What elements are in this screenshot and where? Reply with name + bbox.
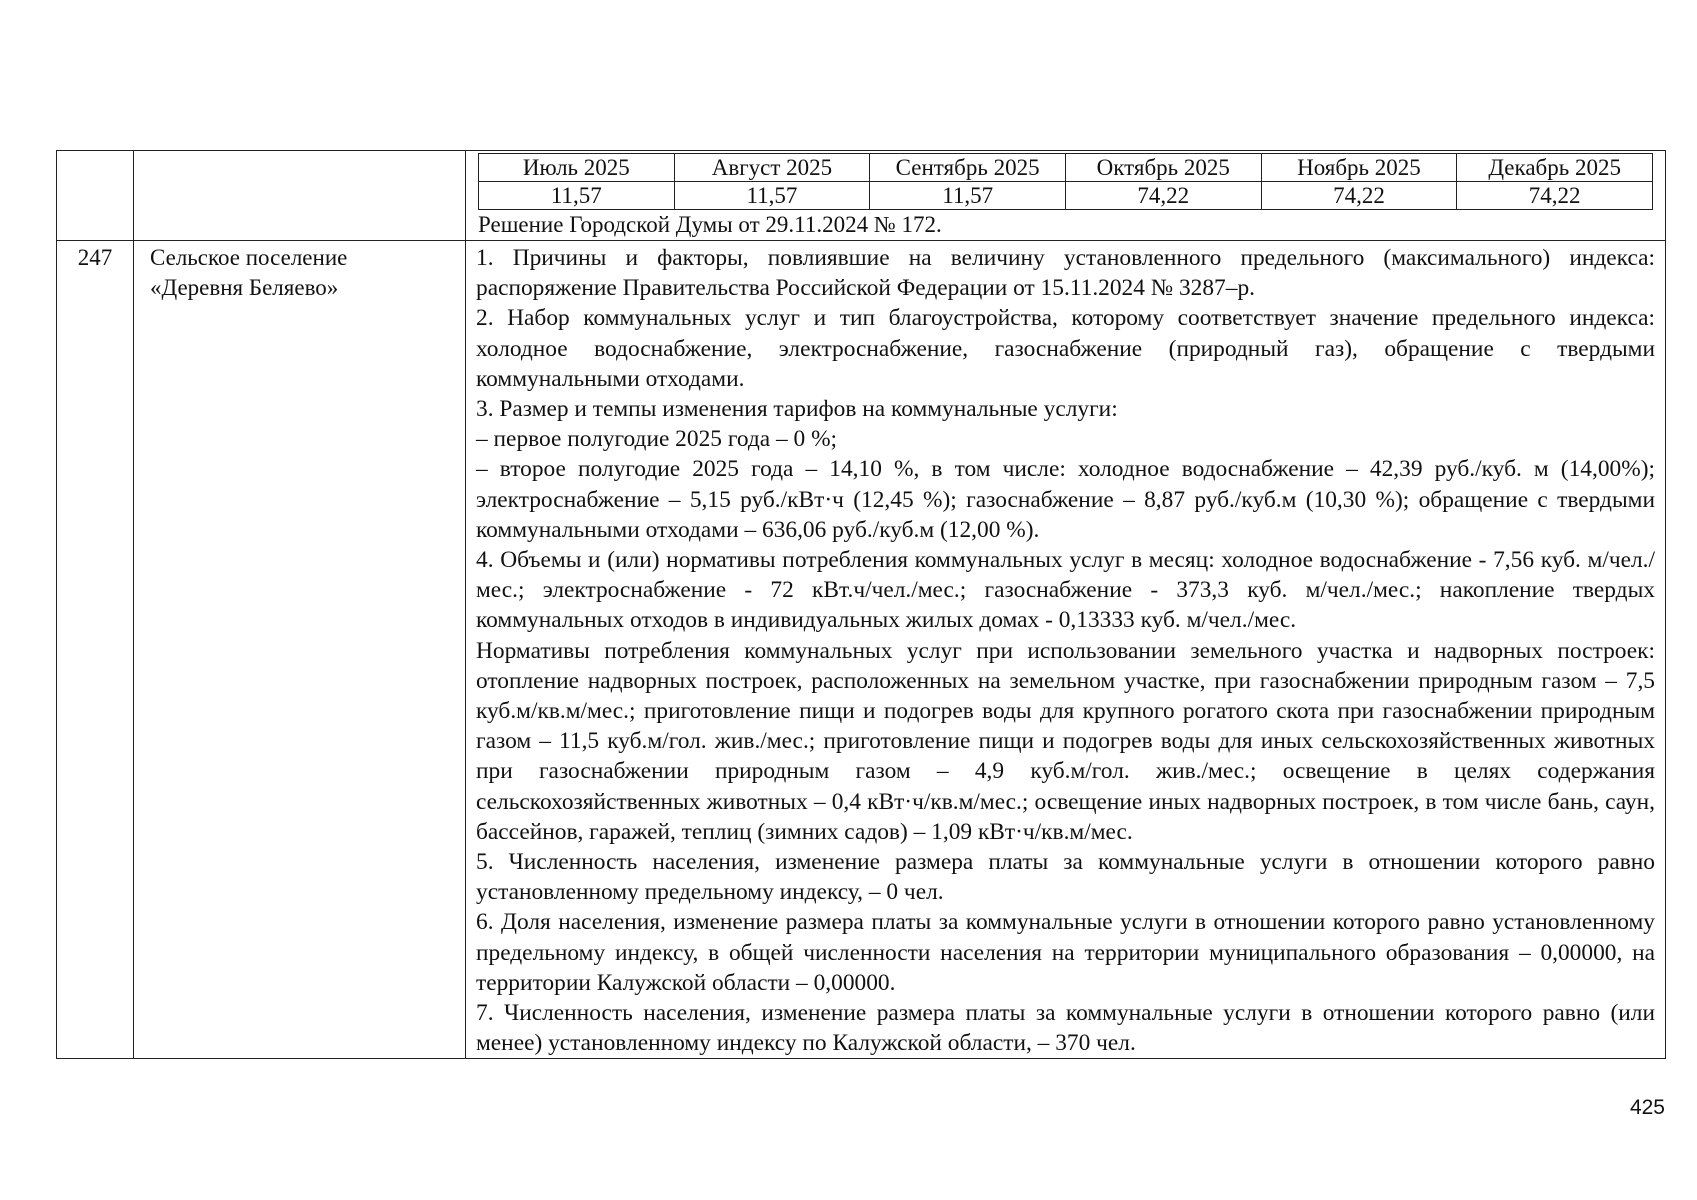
paragraph-consumption-norms: 4. Объемы и (или) нормативы потребления коммунальных услуг в месяц: холодное водоснабжение - 7,56 куб. м/чел./мес.; электроснабжение - 72 кВт.ч/чел./мес.; газоснабжение - 373,3 куб. м/чел./мес.; накопление твердых коммунальных отходов в индивидуальных жилых домах - 0,13333 куб. м/чел./мес. xyxy=(476,547,1655,634)
settlement-name-line: «Деревня Беляево» xyxy=(150,275,339,300)
entry-details xyxy=(466,241,1666,1059)
document-table xyxy=(56,150,1666,1059)
month-header-row xyxy=(479,154,1653,182)
paragraph-services-set: 2. Набор коммунальных услуг и тип благоустройства, которому соответствует значение предельного индекса: холодное водоснабжение, электроснабжение, газоснабжение (природный газ), обращение с твердыми коммунальными отходами. xyxy=(476,305,1655,392)
paragraph-land-norms: Нормативы потребления коммунальных услуг при использовании земельного участка и надворных построек: отопление надворных построек, расположенных на земельном участке, при газоснабжении природным газом – 7,5 куб.м/кв.м/мес.; приготовление пищи и подогрев воды для крупного рогатого скота при газоснабжении природным газом – 11,5 куб.м/гол. жив./мес.; приготовление пищи и подогрев воды для иных сельскохозяйственных животных при газоснабжении природным газом – 4,9 куб.м/гол. жив./мес.; освещение в целях содержания сельскохозяйственных животных – 0,4 кВт·ч/кв.м/мес.; освещение иных надворных построек, в том числе бань, саун, бассейнов, гаражей, теплиц (зимних садов) – 1,09 кВт·ч/кв.м/мес. xyxy=(476,637,1655,845)
month-value-row xyxy=(479,182,1653,210)
month-value: 74,22 xyxy=(1065,182,1261,210)
monthly-index-table xyxy=(478,153,1653,210)
paragraph-first-half: – первое полугодие 2025 года – 0 %; xyxy=(476,426,838,453)
table-row-continuation xyxy=(57,151,1666,241)
decision-reference: Решение Городской Думы от 29.11.2024 № 172. xyxy=(478,212,942,237)
month-header: Октябрь 2025 xyxy=(1065,154,1261,182)
paragraph-population-regional: 7. Численность населения, изменение размера платы за коммунальные услуги в отношении которого равно (или менее) установленному индексу по Калужской области, – 370 чел. xyxy=(476,1000,1655,1057)
paragraph-second-half: – второе полугодие 2025 года – 14,10 %, в том числе: холодное водоснабжение – 42,39 руб./куб. м (14,00%); электроснабжение – 5,15 руб./кВт·ч (12,45 %); газоснабжение – 8,87 руб./куб.м (10,30 %); обращение с твердыми коммунальными отходами – 636,06 руб./куб.м (12,00 %). xyxy=(476,456,1655,543)
month-header: Декабрь 2025 xyxy=(1457,154,1653,182)
entry-number: 247 xyxy=(57,241,134,1059)
paragraph-population-count: 5. Численность населения, изменение размера платы за коммунальные услуги в отношении которого равно установленному предельному индексу, – 0 чел. xyxy=(476,849,1655,906)
settlement-name-line: Сельское поселение xyxy=(150,245,348,270)
month-value: 11,57 xyxy=(674,182,870,210)
paragraph-population-share: 6. Доля населения, изменение размера платы за коммунальные услуги в отношении которого равно установленному предельному индексу, в общей численности населения на территории муниципального образования – 0,00000, на территории Калужской области – 0,00000. xyxy=(476,909,1655,996)
month-header: Июль 2025 xyxy=(479,154,675,182)
month-value: 74,22 xyxy=(1457,182,1653,210)
cell-month-index xyxy=(466,151,1666,241)
month-value: 74,22 xyxy=(1261,182,1457,210)
month-header: Сентябрь 2025 xyxy=(870,154,1066,182)
month-value: 11,57 xyxy=(870,182,1066,210)
month-header: Август 2025 xyxy=(674,154,870,182)
entry-settlement-name xyxy=(134,241,466,1059)
month-header: Ноябрь 2025 xyxy=(1261,154,1457,182)
month-value: 11,57 xyxy=(479,182,675,210)
table-row-entry xyxy=(57,241,1666,1059)
paragraph-tariffs-heading: 3. Размер и темпы изменения тарифов на коммунальные услуги: xyxy=(476,396,1118,423)
cell-name-empty xyxy=(134,151,466,241)
paragraph-reasons: 1. Причины и факторы, повлиявшие на величину установленного предельного (максимального) индекса: распоряжение Правительства Российской Федерации от 15.11.2024 № 3287–р. xyxy=(476,245,1655,302)
cell-number-empty xyxy=(57,151,134,241)
page-number: 425 xyxy=(1629,1096,1665,1119)
